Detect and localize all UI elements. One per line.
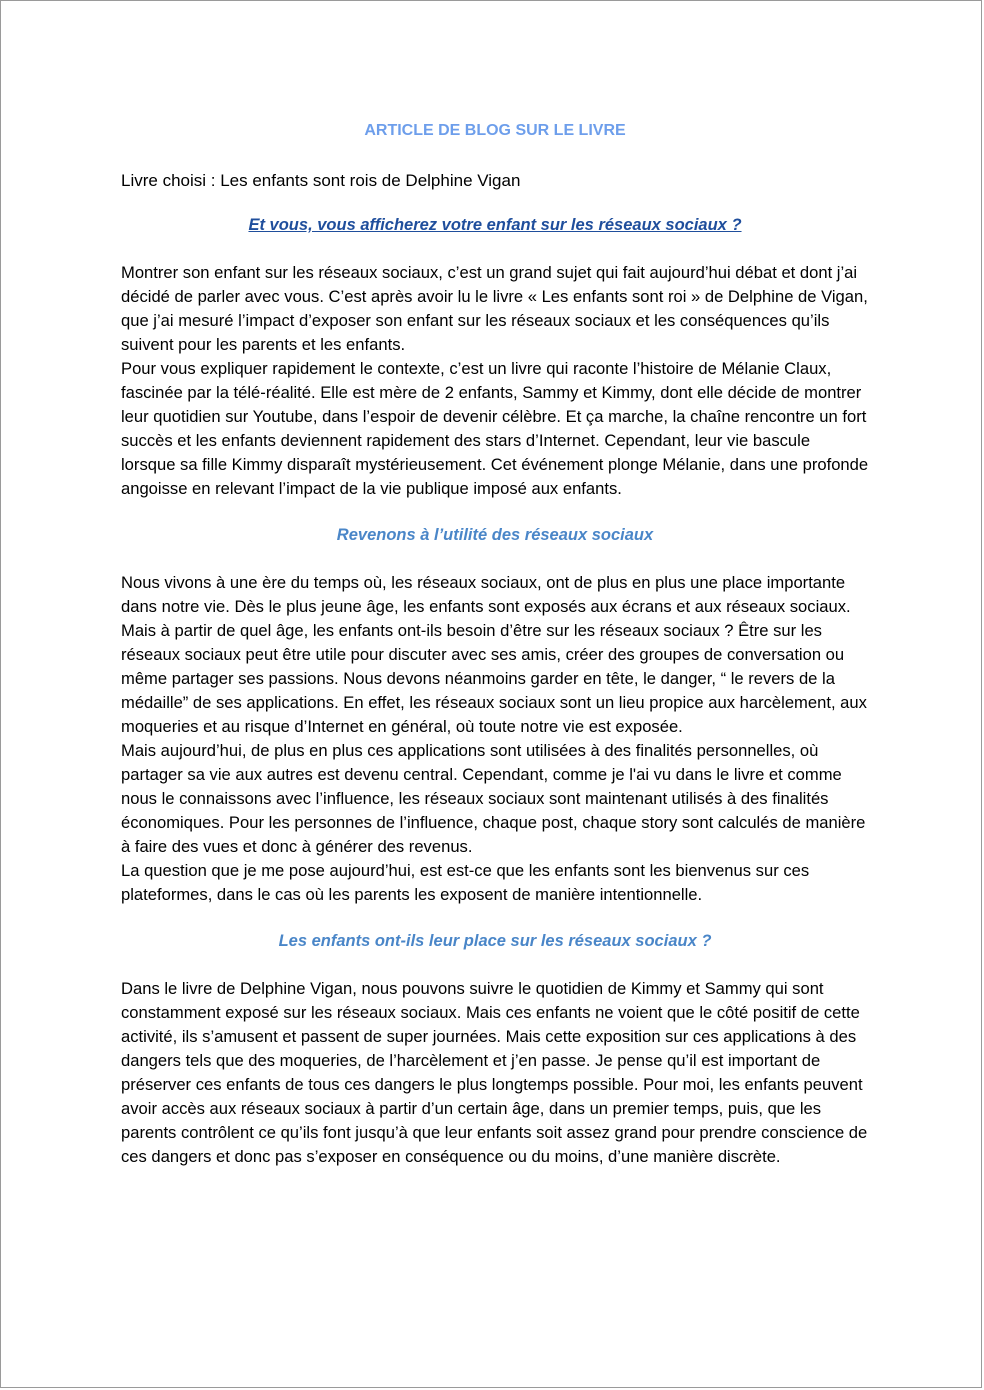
section-body-exposing-children (121, 261, 869, 501)
paragraph: Dans le livre de Delphine Vigan, nous pouvons suivre le quotidien de Kimmy et Sammy qui sont constamment exposé sur les réseaux sociaux. Mais ces enfants ne voient que le côté positif de cette activité, ils s’amusent et passent de super journées. Mais cette exposition sur ces applications à des dangers tels que des moqueries, de l’harcèlement et j’en passe. Je pense qu’il est important de préserver ces enfants de tous ces dangers le plus longtemps possible. Pour moi, les enfants peuvent avoir accès aux réseaux sociaux à partir d’un certain âge, dans un premier temps, puis, que les parents contrôlent ce qu’ils font jusqu’à que leur enfants soit assez grand pour prendre conscience de ces dangers et donc pas s’exposer en conséquence ou du moins, d’une manière discrète. (121, 979, 868, 1166)
section-heading-social-media-utility: Revenons à l’utilité des réseaux sociaux (336, 526, 654, 544)
paragraph: La question que je me pose aujourd’hui, est est-ce que les enfants sont les bienvenus sur ces plateformes, dans le cas où les parents les exposent de manière intentionnelle. (121, 861, 810, 904)
section-heading-children-place: Les enfants ont-ils leur place sur les réseaux sociaux ? (278, 932, 712, 950)
paragraph: Mais aujourd’hui, de plus en plus ces applications sont utilisées à des finalités personnelles, où partager sa vie aux autres est devenu central. Cependant, comme je l'ai vu dans le livre et comme nous le connaissons avec l’influence, les réseaux sociaux sont maintenant utilisés à des finalités économiques. Pour les personnes de l’influence, chaque post, chaque story sont calculés de manière à faire des vues et donc à générer des revenus. (121, 741, 866, 856)
document-body (121, 119, 869, 1169)
section-heading-exposing-children: Et vous, vous afficherez votre enfant sur les réseaux sociaux ? (248, 216, 742, 234)
paragraph: Pour vous expliquer rapidement le contexte, c’est un livre qui raconte l’histoire de Mélanie Claux, fascinée par la télé-réalité. Elle est mère de 2 enfants, Sammy et Kimmy, dont elle décide de montrer leur quotidien sur Youtube, dans l’espoir de devenir célèbre. Et ça marche, la chaîne rencontre un fort succès et les enfants deviennent rapidement des stars d’Internet. Cependant, leur vie bascule lorsque sa fille Kimmy disparaît mystérieusement. Cet événement plonge Mélanie, dans une profonde angoisse en relevant l’impact de la vie publique imposé aux enfants. (121, 359, 869, 498)
chosen-book-line: Livre choisi : Les enfants sont rois de Delphine Vigan (121, 171, 521, 190)
section-body-social-media-utility (121, 571, 869, 907)
paragraph: Montrer son enfant sur les réseaux sociaux, c’est un grand sujet qui fait aujourd’hui débat et dont j’ai décidé de parler avec vous. C’est après avoir lu le livre « Les enfants sont roi » de Delphine de Vigan, que j’ai mesuré l’impact d’exposer son enfant sur les réseaux sociaux et les conséquences qu’ils suivent pour les parents et les enfants. (121, 263, 868, 354)
document-title: ARTICLE DE BLOG SUR LE LIVRE (364, 122, 626, 139)
paragraph: Nous vivons à une ère du temps où, les réseaux sociaux, ont de plus en plus une place importante dans notre vie. Dès le plus jeune âge, les enfants sont exposés aux écrans et aux réseaux sociaux. Mais à partir de quel âge, les enfants ont-ils besoin d’être sur les réseaux sociaux ? Être sur les réseaux sociaux peut être utile pour discuter avec ses amis, créer des groupes de conversation ou même partager ses passions. Nous devons néanmoins garder en tête, le danger, “ le revers de la médaille” de ses applications. En effet, les réseaux sociaux sont un lieu propice aux harcèlement, aux moqueries et au risque d’Internet en général, où toute notre vie est exposée. (121, 573, 867, 736)
section-body-children-place (121, 977, 869, 1169)
